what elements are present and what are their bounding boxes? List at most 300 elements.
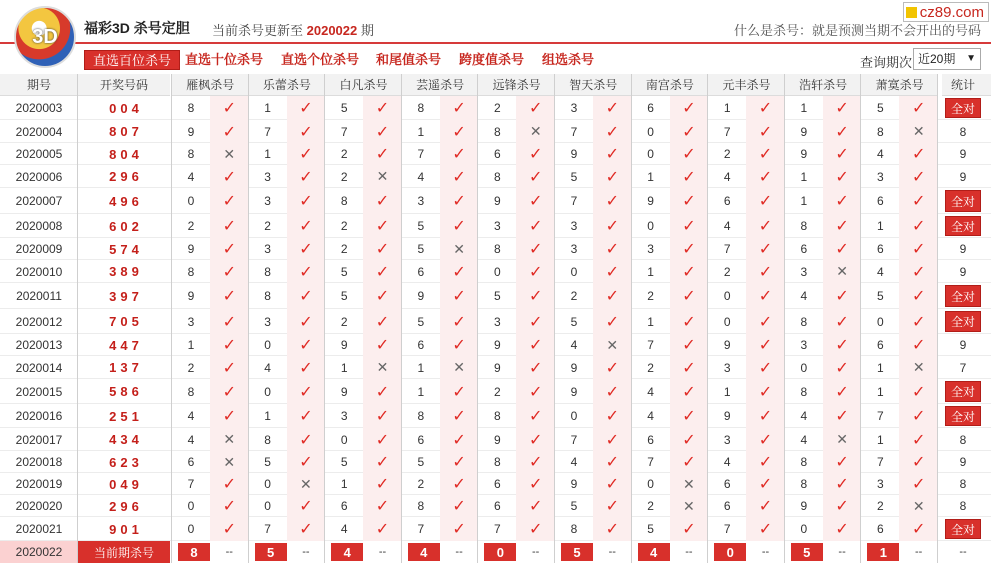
kill-number: 1 [877,384,884,399]
about-kill-link[interactable]: 什么是杀号：就是预测当期不会开出的号码 [733,23,981,38]
all-correct-badge[interactable]: 全对 [945,98,981,118]
header-filler [984,74,991,96]
kill-number: 1 [187,338,195,352]
kill-number: 1 [877,219,884,233]
col-header-issue: 期号 [0,74,78,96]
check-icon: ✓ [746,495,785,517]
column-separator [477,74,478,563]
current-kill-number: 1 [867,543,899,561]
check-icon: ✓ [670,260,709,283]
check-icon: ✓ [670,143,709,165]
site-badge[interactable] [903,2,989,22]
check-icon: ✓ [440,334,479,356]
cross-icon: ✕ [899,120,938,143]
check-icon: ✓ [440,143,479,165]
issue-number: 2020016 [15,409,63,423]
check-icon: ✓ [746,120,785,143]
kill-number: 2 [187,219,195,233]
draw-number: 901 [109,521,143,537]
check-icon: ✓ [363,309,402,334]
kill-number: 1 [647,264,654,279]
check-icon: ✓ [516,334,555,356]
kill-number: 3 [494,219,501,233]
kill-number: 7 [494,522,501,536]
kill-number: 4 [877,264,884,279]
check-icon: ✓ [593,260,632,283]
kill-number: 2 [187,360,195,375]
check-icon: ✓ [363,334,402,356]
kill-number: 3 [723,360,731,375]
period-select[interactable] [913,48,981,70]
current-kill-number: 0 [714,543,746,561]
kill-number: 8 [417,101,425,115]
issue-number: 2020015 [15,384,63,399]
cross-icon: ✕ [363,356,402,379]
kill-number: 6 [417,432,425,447]
kill-number: 3 [264,314,271,329]
kill-number: 8 [800,455,808,469]
check-icon: ✓ [593,495,632,517]
check-icon: ✓ [363,96,402,120]
all-correct-badge[interactable]: 全对 [945,406,981,426]
check-icon: ✓ [363,120,402,143]
check-icon: ✓ [899,260,938,283]
kill-number: 8 [340,194,348,208]
cross-icon: ✕ [440,238,479,260]
check-icon: ✓ [287,495,326,517]
check-icon: ✓ [440,214,479,238]
kill-number: 9 [417,289,425,303]
issue-number: 2020017 [15,432,63,447]
issue-number: 2020019 [15,477,63,491]
current-kill-number: 4 [638,543,670,561]
kill-number: 4 [187,169,195,184]
issue-number: 2020011 [16,289,62,303]
cross-icon: ✕ [440,356,479,379]
cross-icon: ✕ [363,165,402,188]
kill-number: 2 [723,264,731,279]
current-placeholder: -- [761,546,770,558]
kill-number: 9 [494,338,501,352]
check-icon: ✓ [823,309,862,334]
kill-number: 2 [340,147,348,161]
kill-number: 8 [494,124,501,139]
check-icon: ✓ [287,309,326,334]
kill-number: 7 [723,124,731,139]
check-icon: ✓ [593,473,632,495]
check-icon: ✓ [746,165,785,188]
check-icon: ✓ [440,283,479,309]
kill-number: 4 [340,522,348,536]
stat-cell [942,517,984,541]
kill-number: 2 [340,169,348,184]
issue-number: 2020009 [15,242,63,256]
check-icon: ✓ [823,379,862,404]
kill-number: 1 [800,101,808,115]
cross-icon: ✕ [593,334,632,356]
kill-number: 9 [187,289,195,303]
kill-number: 5 [264,455,271,469]
issue-number: 2020004 [15,124,63,139]
check-icon: ✓ [287,334,326,356]
check-icon: ✓ [210,334,249,356]
kill-number: 3 [800,338,808,352]
check-icon: ✓ [287,96,326,120]
draw-number: 389 [109,264,143,279]
kill-number: 6 [417,338,425,352]
current-kill-label[interactable]: 当前期杀号 [78,541,170,563]
column-separator [937,74,938,563]
cross-icon: ✕ [287,473,326,495]
check-icon: ✓ [899,96,938,120]
check-icon: ✓ [210,96,249,120]
kill-number: 9 [340,338,348,352]
tab-units-kill[interactable]: 直选个位杀号 [281,52,360,67]
kill-number: 2 [340,314,348,329]
check-icon: ✓ [823,238,862,260]
kill-number: 0 [647,147,654,161]
check-icon: ✓ [823,473,862,495]
cross-icon: ✕ [899,356,938,379]
check-icon: ✓ [746,404,785,428]
kill-number: 7 [877,455,884,469]
check-icon: ✓ [440,260,479,283]
current-placeholder: -- [915,546,923,558]
kill-number: 9 [723,338,731,352]
col-header-expert: 南宫杀号 [632,74,709,96]
kill-number: 0 [187,499,195,513]
check-icon: ✓ [746,283,785,309]
kill-number: 8 [877,124,884,139]
kill-number: 1 [340,360,348,375]
check-icon: ✓ [516,356,555,379]
kill-number: 1 [877,432,884,447]
draw-number: 004 [109,100,143,116]
check-icon: ✓ [670,283,709,309]
all-correct-badge[interactable]: 全对 [945,285,981,307]
check-icon: ✓ [746,334,785,356]
issue-number: 2020006 [15,169,63,184]
kill-number: 0 [570,409,578,423]
check-icon: ✓ [287,188,326,214]
check-icon: ✓ [516,165,555,188]
kill-number: 8 [264,432,271,447]
check-icon: ✓ [516,143,555,165]
check-icon: ✓ [746,451,785,473]
cross-icon: ✕ [899,495,938,517]
kill-number: 8 [494,409,501,423]
check-icon: ✓ [363,260,402,283]
kill-number: 8 [570,522,578,536]
cross-icon: ✕ [670,473,709,495]
kill-number: 4 [723,219,731,233]
tab-tens-kill[interactable]: 直选十位杀号 [185,52,264,67]
kill-number: 1 [723,384,731,399]
cross-icon: ✕ [210,451,249,473]
kill-number: 9 [723,409,731,423]
check-icon: ✓ [899,473,938,495]
check-icon: ✓ [899,188,938,214]
column-separator [631,74,632,563]
stat-cell [942,309,984,334]
draw-number: 574 [109,241,143,257]
hit-count: 8 [959,124,967,139]
kill-number: 7 [264,522,271,536]
check-icon: ✓ [287,143,326,165]
all-correct-badge[interactable]: 全对 [945,381,981,402]
kill-number: 9 [494,194,501,208]
col-header-expert: 浩轩杀号 [785,74,862,96]
kill-number: 5 [340,289,348,303]
period-label: 查询期次 [860,55,913,70]
kill-number: 7 [417,147,425,161]
current-placeholder: -- [378,546,387,558]
hit-count: 8 [959,477,967,491]
tab-span-kill[interactable]: 跨度值杀号 [459,52,525,67]
site-name: cz89.com [919,3,984,21]
check-icon: ✓ [516,495,555,517]
kill-number: 7 [340,124,348,139]
kill-number: 8 [800,314,808,329]
check-icon: ✓ [440,120,479,143]
kill-number: 7 [570,432,578,447]
check-icon: ✓ [287,120,326,143]
check-icon: ✓ [593,356,632,379]
check-icon: ✓ [440,96,479,120]
stat-cell [942,96,984,120]
tab-sum-tail-kill[interactable]: 和尾值杀号 [376,52,442,67]
check-icon: ✓ [670,517,709,541]
kill-number: 7 [570,124,578,139]
stat-cell [942,283,984,309]
draw-number: 447 [109,337,143,353]
kill-number: 8 [264,289,271,303]
check-icon: ✓ [516,283,555,309]
kill-number: 8 [800,477,808,491]
kill-number: 9 [340,384,348,399]
check-icon: ✓ [899,517,938,541]
kill-number: 8 [187,264,195,279]
kill-number: 6 [877,242,884,256]
check-icon: ✓ [593,451,632,473]
hit-count: 9 [959,147,967,161]
check-icon: ✓ [746,517,785,541]
check-icon: ✓ [670,309,709,334]
check-icon: ✓ [516,214,555,238]
all-correct-badge[interactable]: 全对 [945,519,981,539]
kill-number: 6 [340,499,348,513]
kill-table [0,74,991,566]
check-icon: ✓ [210,120,249,143]
kill-number: 0 [570,264,578,279]
kill-number: 9 [647,194,654,208]
check-icon: ✓ [593,404,632,428]
check-icon: ✓ [670,428,709,451]
col-header-expert: 芸遥杀号 [402,74,479,96]
kill-number: 1 [417,360,425,375]
col-header-expert: 远锋杀号 [478,74,555,96]
kill-number: 5 [877,289,884,303]
kill-number: 5 [340,101,348,115]
check-icon: ✓ [670,379,709,404]
col-header-draw: 开奖号码 [78,74,170,96]
check-icon: ✓ [899,451,938,473]
draw-number: 137 [109,360,143,375]
hit-count: 7 [959,360,967,375]
check-icon: ✓ [516,379,555,404]
check-icon: ✓ [210,356,249,379]
kill-number: 7 [723,242,731,256]
kill-number: 4 [570,455,578,469]
check-icon: ✓ [363,404,402,428]
check-icon: ✓ [516,428,555,451]
kill-number: 3 [264,169,271,184]
current-kill-number: 5 [561,543,593,561]
kill-type-tabs [0,46,991,74]
draw-number: 623 [109,454,143,470]
all-correct-badge[interactable]: 全对 [945,216,981,236]
kill-number: 8 [417,499,425,513]
check-icon: ✓ [210,283,249,309]
kill-number: 3 [264,242,271,256]
draw-number: 804 [109,146,143,162]
issue-number: 2020003 [15,101,63,115]
draw-number: 586 [109,384,143,399]
kill-number: 0 [187,194,195,208]
check-icon: ✓ [363,473,402,495]
check-icon: ✓ [899,238,938,260]
check-icon: ✓ [363,379,402,404]
cross-icon: ✕ [670,495,709,517]
stat-cell [942,188,984,214]
check-icon: ✓ [363,238,402,260]
check-icon: ✓ [516,451,555,473]
kill-number: 3 [647,242,654,256]
tab-hundreds-kill[interactable]: 直选百位杀号 [84,50,180,70]
cross-icon: ✕ [210,143,249,165]
check-icon: ✓ [363,451,402,473]
kill-number: 0 [800,360,808,375]
col-header-expert: 乐蕾杀号 [249,74,326,96]
column-separator [707,74,708,563]
hit-count: 8 [959,499,967,513]
kill-number: 8 [264,264,271,279]
check-icon: ✓ [516,96,555,120]
kill-number: 9 [187,242,195,256]
kill-number: 3 [800,264,808,279]
check-icon: ✓ [823,451,862,473]
kill-number: 0 [264,477,271,491]
tab-group-kill[interactable]: 组选杀号 [542,52,595,67]
draw-number: 434 [109,432,143,447]
current-placeholder: -- [608,546,616,558]
update-suffix: 期 [360,23,374,38]
kill-number: 0 [723,289,731,303]
check-icon: ✓ [440,379,479,404]
draw-number: 296 [109,498,143,514]
issue-number: 2020021 [15,522,63,536]
check-icon: ✓ [670,238,709,260]
update-info [212,20,374,39]
kill-number: 3 [570,101,578,115]
check-icon: ✓ [593,165,632,188]
check-icon: ✓ [287,428,326,451]
check-icon: ✓ [593,96,632,120]
kill-number: 7 [570,194,578,208]
issue-number: 2020005 [15,147,63,161]
issue-number: 2020007 [15,194,63,208]
kill-number: 0 [877,314,884,329]
draw-number: 602 [109,218,143,234]
check-icon: ✓ [670,96,709,120]
kill-number: 4 [417,169,425,184]
update-prefix: 当前杀号更新至 [212,23,304,38]
kill-number: 2 [570,289,578,303]
kill-number: 8 [494,455,501,469]
check-icon: ✓ [363,517,402,541]
kill-number: 2 [340,219,348,233]
kill-number: 3 [187,314,195,329]
kill-number: 9 [570,477,578,491]
col-header-stats: 统计 [942,74,984,96]
all-correct-badge[interactable]: 全对 [945,190,981,212]
check-icon: ✓ [593,283,632,309]
check-icon: ✓ [287,238,326,260]
kill-number: 5 [417,314,425,329]
kill-number: 7 [647,338,654,352]
check-icon: ✓ [287,451,326,473]
check-icon: ✓ [516,309,555,334]
kill-number: 9 [187,124,195,139]
stat-cell [942,379,984,404]
update-issue: 2020022 [306,23,358,38]
check-icon: ✓ [593,428,632,451]
check-icon: ✓ [210,517,249,541]
kill-number: 7 [417,522,425,536]
check-icon: ✓ [746,379,785,404]
check-icon: ✓ [363,495,402,517]
check-icon: ✓ [210,495,249,517]
kill-number: 8 [494,169,501,184]
kill-number: 4 [647,384,654,399]
draw-number: 705 [109,314,143,329]
check-icon: ✓ [593,379,632,404]
check-icon: ✓ [746,143,785,165]
kill-number: 0 [340,432,348,447]
column-separator [554,74,555,563]
check-icon: ✓ [823,143,862,165]
lottery-logo: 3D [14,6,76,68]
check-icon: ✓ [440,404,479,428]
kill-number: 6 [417,264,425,279]
kill-number: 6 [647,432,654,447]
current-placeholder: -- [532,546,540,558]
check-icon: ✓ [746,309,785,334]
current-placeholder: -- [455,546,463,558]
check-icon: ✓ [823,214,862,238]
check-icon: ✓ [363,428,402,451]
check-icon: ✓ [363,188,402,214]
all-correct-badge[interactable]: 全对 [945,311,981,332]
kill-number: 0 [647,219,654,233]
kill-number: 3 [417,194,425,208]
kill-number: 0 [264,384,271,399]
check-icon: ✓ [440,517,479,541]
kill-number: 4 [187,409,195,423]
check-icon: ✓ [210,309,249,334]
check-icon: ✓ [593,238,632,260]
kill-number: 1 [723,101,731,115]
